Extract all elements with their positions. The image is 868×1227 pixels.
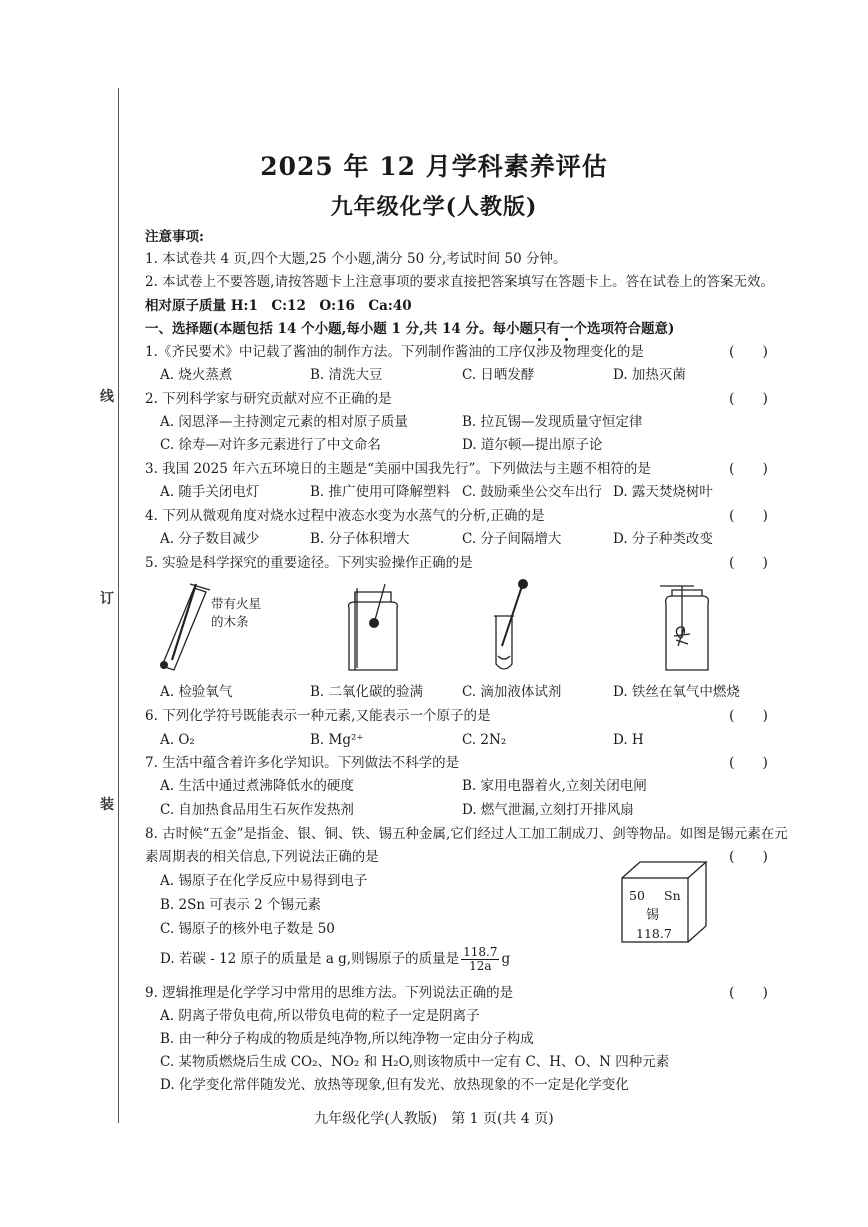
question-1-stem: 1.《齐民要术》中记载了酱油的制作方法。下列制作酱油的工序仅涉及物理变化的是 (145, 344, 644, 360)
question-1-option-d: D. 加热灭菌 (613, 367, 686, 383)
question-1-option-c: C. 日晒发酵 (462, 367, 535, 383)
question-4-option-c: C. 分子间隔增大 (462, 531, 562, 547)
question-2-option-b: B. 拉瓦锡—发现质量守恒定律 (462, 414, 643, 430)
question-4-option-a: A. 分子数目减少 (160, 531, 260, 547)
note-item-2: 2. 本试卷上不要答题,请按答题卡上注意事项的要求直接把答案填写在答题卡上。答在试卷上的答案无效。 (145, 274, 774, 290)
section-1-heading: 一、选择题(本题包括 14 个小题,每小题 1 分,共 14 分。每小题只有一个选项符合题意) (145, 321, 675, 337)
figure-dropper (486, 576, 536, 676)
question-3-answer-paren: ( ) (729, 461, 768, 477)
question-1-answer-paren: ( ) (729, 344, 768, 360)
question-9-option-a: A. 阴离子带负电荷,所以带负电荷的粒子一定是阴离子 (160, 1008, 480, 1024)
question-3-option-b: B. 推广使用可降解塑料 (310, 484, 451, 500)
fraction: $\frac{118.7}{12a}$ (463, 945, 498, 973)
question-8-option-d: D. 若碳 - 12 原子的质量是 a g,则锡原子的质量是 $\frac{118.7}{12a}$ g (160, 945, 511, 973)
question-1-option-b: B. 清洗大豆 (310, 367, 383, 383)
question-4-option-b: B. 分子体积增大 (310, 531, 410, 547)
question-6-answer-paren: ( ) (729, 708, 768, 724)
question-8-option-c: C. 锡原子的核外电子数是 50 (160, 921, 335, 937)
question-8-stem-line2: 素周期表的相关信息,下列说法正确的是 (145, 849, 379, 865)
question-8-option-b: B. 2Sn 可表示 2 个锡元素 (160, 897, 321, 913)
question-5-option-d: D. 铁丝在氧气中燃烧 (613, 684, 740, 700)
figure-co2-check (335, 578, 415, 678)
question-8-stem-line1: 8. 古时候“五金”是指金、银、铜、铁、锡五种金属,它们经过人工加工制成刀、剑等物品。如图是锡元素在元 (145, 826, 788, 842)
question-2-option-c: C. 徐寿—对许多元素进行了中文命名 (160, 437, 381, 453)
question-7-option-d: D. 燃气泄漏,立刻打开排风扇 (462, 802, 634, 818)
figure-iron-burning (654, 578, 734, 678)
notes-heading: 注意事项: (145, 229, 204, 245)
question-6-option-a: A. O₂ (160, 732, 195, 748)
question-3-stem: 3. 我国 2025 年六五环境日的主题是“美丽中国我先行”。下列做法与主题不相符的是 (145, 461, 651, 477)
binding-label-zhuang: 装 (100, 797, 114, 813)
question-7-option-b: B. 家用电器着火,立刻关闭电闸 (462, 778, 647, 794)
question-7-answer-paren: ( ) (729, 755, 768, 771)
question-8-option-a: A. 锡原子在化学反应中易得到电子 (160, 873, 368, 889)
question-2-option-d: D. 道尔顿—提出原子论 (462, 437, 603, 453)
question-7-option-c: C. 自加热食品用生石灰作发热剂 (160, 802, 354, 818)
tin-element-card (616, 858, 712, 946)
question-4-option-d: D. 分子种类改变 (613, 531, 713, 547)
figure-oxygen-label-line2: 的木条 (211, 614, 249, 629)
exam-subtitle: 九年级化学(人教版) (330, 194, 538, 220)
element-atomic-number: 50 (629, 888, 645, 903)
question-8-answer-paren: ( ) (729, 849, 768, 865)
question-5-answer-paren: ( ) (729, 555, 768, 571)
question-2-stem: 2. 下列科学家与研究贡献对应不正确的是 (145, 391, 392, 407)
question-3-option-a: A. 随手关闭电灯 (160, 484, 260, 500)
question-6-option-c: C. 2N₂ (462, 732, 507, 748)
question-6-option-b: B. Mg²⁺ (310, 732, 364, 748)
figure-oxygen-test (150, 582, 270, 682)
question-9-stem: 9. 逻辑推理是化学学习中常用的思维方法。下列说法正确的是 (145, 985, 514, 1001)
question-9-option-d: D. 化学变化常伴随发光、放热等现象,但有发光、放热现象的不一定是化学变化 (160, 1077, 629, 1093)
binding-line (118, 88, 119, 1123)
binding-label-ding: 订 (100, 591, 114, 607)
question-9-option-c: C. 某物质燃烧后生成 CO₂、NO₂ 和 H₂O,则该物质中一定有 C、H、O、N 四种元素 (160, 1054, 670, 1070)
figure-oxygen-label-line1: 带有火星 (211, 596, 262, 611)
exam-title: 2025 年 12 月学科素养评估 (260, 152, 608, 181)
binding-label-xian: 线 (100, 389, 114, 405)
question-2-answer-paren: ( ) (729, 391, 768, 407)
question-4-stem: 4. 下列从微观角度对烧水过程中液态水变为水蒸气的分析,正确的是 (145, 508, 545, 524)
question-7-stem: 7. 生活中蕴含着许多化学知识。下列做法不科学的是 (145, 755, 460, 771)
atomic-mass-line: 相对原子质量 H:1 C:12 O:16 Ca:40 (145, 298, 412, 314)
question-5-option-a: A. 检验氧气 (160, 684, 233, 700)
question-4-answer-paren: ( ) (729, 508, 768, 524)
question-5-option-b: B. 二氧化碳的验满 (310, 684, 424, 700)
question-9-option-b: B. 由一种分子构成的物质是纯净物,所以纯净物一定由分子构成 (160, 1031, 534, 1047)
note-item-1: 1. 本试卷共 4 页,四个大题,25 个小题,满分 50 分,考试时间 50 分钟。 (145, 251, 567, 267)
element-symbol: Sn (664, 888, 681, 903)
question-2-option-a: A. 闵恩泽—主持测定元素的相对原子质量 (160, 414, 408, 430)
question-5-stem: 5. 实验是科学探究的重要途径。下列实验操作正确的是 (145, 555, 473, 571)
question-9-answer-paren: ( ) (729, 985, 768, 1001)
question-6-option-d: D. H (613, 732, 644, 748)
element-mass: 118.7 (636, 926, 672, 941)
question-5-option-c: C. 滴加液体试剂 (462, 684, 562, 700)
page-footer: 九年级化学(人教版) 第 1 页(共 4 页) (314, 1111, 554, 1127)
question-6-stem: 6. 下列化学符号既能表示一种元素,又能表示一个原子的是 (145, 708, 491, 724)
question-3-option-d: D. 露天焚烧树叶 (613, 484, 713, 500)
element-name: 锡 (646, 908, 660, 923)
question-1-option-a: A. 烧火蒸煮 (160, 367, 233, 383)
question-3-option-c: C. 鼓励乘坐公交车出行 (462, 484, 602, 500)
question-7-option-a: A. 生活中通过煮沸降低水的硬度 (160, 778, 354, 794)
